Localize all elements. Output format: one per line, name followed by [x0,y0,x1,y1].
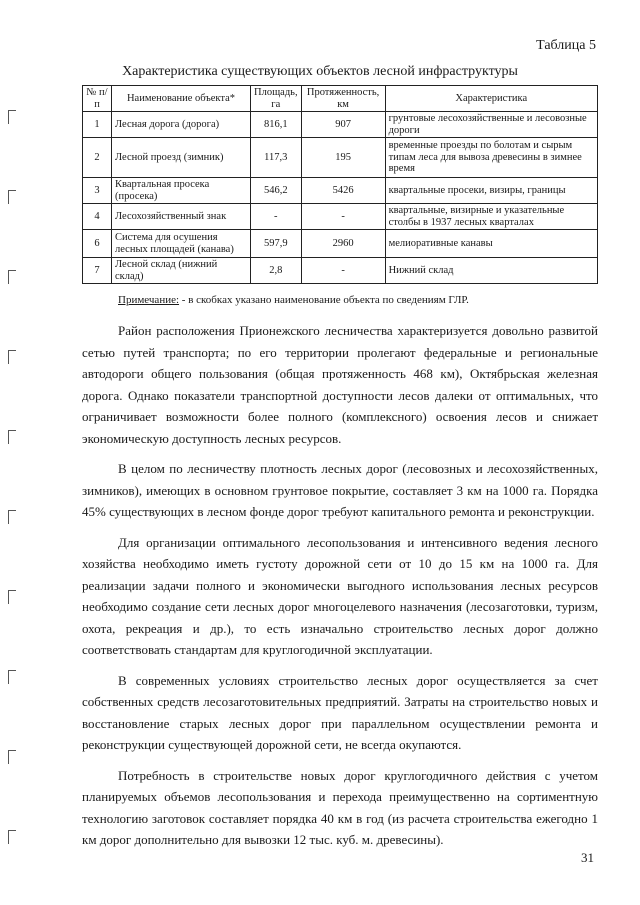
cell-number: 7 [83,258,112,284]
table-note [118,294,469,306]
binding-marks [0,0,22,905]
header-area: Площадь, га [251,86,302,112]
page-number: 31 [581,850,594,865]
note-label: Примечание: [118,294,180,306]
cell-name: Лесной проезд (зимник) [112,138,251,178]
cell-name: Квартальная просека (просека) [112,178,251,204]
table-number: Таблица 5 [536,38,596,53]
cell-characteristic: Нижний склад [385,258,597,284]
paragraph: В целом по лесничеству плотность лесных дорог (лесовозных и лесохозяйственных, зимников), имеющих в основном грунтовое покрытие, составляет 3 км на 1000 га. Порядка 45% существующих в лесном фонде дорог требуют капитального ремонта и реконструкции. [82,461,598,519]
table-row [83,112,598,138]
cell-number: 6 [83,230,112,258]
cell-characteristic: квартальные, визирные и указательные столбы в 1937 лесных кварталах [385,204,597,230]
header-length: Протяженность, км [301,86,385,112]
cell-area: - [251,204,302,230]
cell-area: 2,8 [251,258,302,284]
paragraph: Район расположения Прионежского лесничества характеризуется довольно развитой сетью путей транспорта; по его территории пролегают федеральные и региональные автодороги общего пользования (общая протяженность 468 км), Октябрьская железная дорога. Однако показатели транспортной доступности лесов далеки от оптимальных, что ограничивает возможности более полного (комплексного) освоения лесов и снижает экономическую доступность лесных ресурсов. [82,323,598,446]
table-row [83,138,598,178]
cell-length: - [301,204,385,230]
header-characteristic: Характеристика [385,86,597,112]
cell-length: 2960 [301,230,385,258]
table-title: Характеристика существующих объектов лесной инфраструктуры [122,64,518,79]
cell-name: Лесной склад (нижний склад) [112,258,251,284]
cell-name: Лесная дорога (дорога) [112,112,251,138]
table-row [83,178,598,204]
cell-length: 907 [301,112,385,138]
cell-characteristic: квартальные просеки, визиры, границы [385,178,597,204]
cell-area: 597,9 [251,230,302,258]
cell-number: 3 [83,178,112,204]
cell-length: 195 [301,138,385,178]
table-row [83,204,598,230]
cell-number: 4 [83,204,112,230]
paragraph: В современных условиях строительство лесных дорог осуществляется за счет собственных средств лесозаготовительных предприятий. Затраты на строительство новых и восстановление старых лесных дорог при параллельном осуществлении ремонта и реконструкции существующей дорожной сети, не всегда окупаются. [82,672,598,752]
cell-number: 2 [83,138,112,178]
cell-length: 5426 [301,178,385,204]
cell-number: 1 [83,112,112,138]
table-row [83,230,598,258]
infrastructure-table [82,85,598,284]
table-header-row [83,86,598,112]
cell-area: 816,1 [251,112,302,138]
cell-characteristic: временные проезды по болотам и сырым типам леса для вывоза древесины в зимнее время [385,138,597,178]
header-number: № п/п [83,86,112,112]
cell-length: - [301,258,385,284]
cell-characteristic: грунтовые лесохозяйственные и лесовозные дороги [385,112,597,138]
header-name: Наименование объекта* [112,86,251,112]
paragraph: Для организации оптимального лесопользования и интенсивного ведения лесного хозяйства необходимо иметь густоту дорожной сети от 10 до 15 км на 1000 га. Для реализации задачи полного и экономически выгодного использования лесных ресурсов необходимо создание сети лесных дорог многоцелевого назначения (лесозаготовки, туризм, охота, рекреация и др.), то есть изначально строительство лесных дорог должно соответствовать стандартам для круглогодичной эксплуатации. [82,534,598,657]
cell-characteristic: мелиоративные канавы [385,230,597,258]
body-text [82,320,598,860]
cell-area: 546,2 [251,178,302,204]
note-text: - в скобках указано наименование объекта по сведениям ГЛР. [179,294,469,306]
cell-name: Система для осушения лесных площадей (канава) [112,230,251,258]
cell-name: Лесохозяйственный знак [112,204,251,230]
cell-area: 117,3 [251,138,302,178]
paragraph: Потребность в строительстве новых дорог круглогодичного действия с учетом планируемых объемов лесопользования и перехода преимущественно на сортиментную технологию заготовок составляет порядка 40 км в год (из расчета строительства ежегодно 1 км дорог дополнительно для вывозки 12 тыс. куб. м. древесины). [82,767,598,847]
table-row [83,258,598,284]
